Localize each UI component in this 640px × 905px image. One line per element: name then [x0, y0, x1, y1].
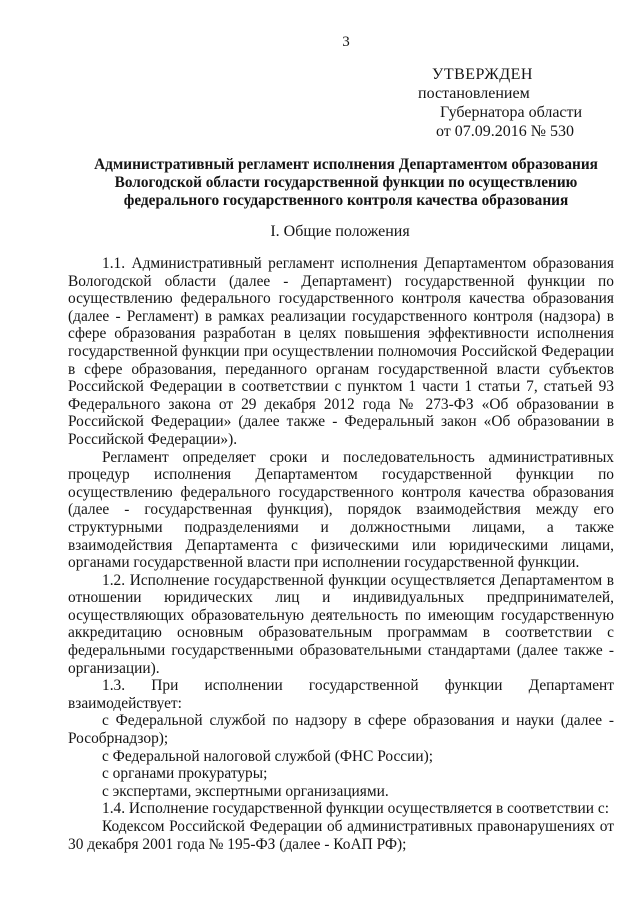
paragraph: Кодексом Российской Федерации об административных правонарушениях от 30 декабря 2001 года № 195-ФЗ (далее - КоАП РФ);: [68, 818, 614, 853]
page-number: 3: [342, 34, 350, 50]
paragraph: 1.1. Административный регламент исполнения Департаментом образования Вологодской области (далее - Департамент) государственной функции по осуществлению федерального государственного контроля качества образования (далее - Регламент) в рамках реализации государственного контроля (надзора) в сфере образования разработан в целях повышения эффективности исполнения государственной функции при осуществлении полномочия Российской Федерации в сфере образования, переданного органам государственной власти субъектов Российской Федерации в соответствии с пунктом 1 части 1 статьи 7, статьей 93 Федерального закона от 29 декабря 2012 года № 273-ФЗ «Об образовании в Российской Федерации» (далее также - Федеральный закон «Об образовании в Российской Федерации»).: [68, 255, 614, 448]
section-heading: I. Общие положения: [270, 223, 410, 240]
document-title: Административный регламент исполнения Департаментом образования Вологодской области государственной функции по осуществлению федерального государственного контроля качества образования: [94, 156, 598, 209]
paragraph: 1.2. Исполнение государственной функции осуществляется Департаментом в отношении юридических лиц и индивидуальных предпринимателей, осуществляющих образовательную деятельность по имеющим государственную аккредитацию основным образовательным программам в соответствии с федеральными государственными образовательными стандартами (далее также - организации).: [68, 571, 614, 677]
paragraph: с Федеральной налоговой службой (ФНС России);: [102, 747, 433, 765]
paragraph: с экспертами, экспертными организациями.: [102, 782, 389, 800]
approval-line-approved: УТВЕРЖДЕН: [432, 66, 533, 83]
paragraph: с органами прокуратуры;: [102, 765, 268, 783]
paragraph: 1.3. При исполнении государственной функции Департамент взаимодействует:: [68, 677, 614, 712]
approval-line-date-number: от 07.09.2016 № 530: [436, 123, 575, 140]
approval-line-resolution: постановлением: [418, 85, 530, 102]
paragraph: 1.4. Исполнение государственной функции осуществляется в соответствии с:: [102, 800, 609, 818]
paragraph: Регламент определяет сроки и последовательность административных процедур исполнения Департаментом государственной функции по осуществлению федерального государственного контроля качества образования (далее - государственная функция), порядок взаимодействия между его структурными подразделениями и должностными лицами, а также взаимодействия Департамента с физическими или юридическими лицами, органами государственной власти при исполнении государственной функции.: [68, 448, 614, 572]
paragraph: с Федеральной службой по надзору в сфере образования и науки (далее - Рособрнадзор);: [68, 712, 614, 748]
approval-stamp: [418, 65, 582, 141]
approval-line-governor: Губернатора области: [440, 104, 583, 121]
document-body: [68, 255, 614, 853]
